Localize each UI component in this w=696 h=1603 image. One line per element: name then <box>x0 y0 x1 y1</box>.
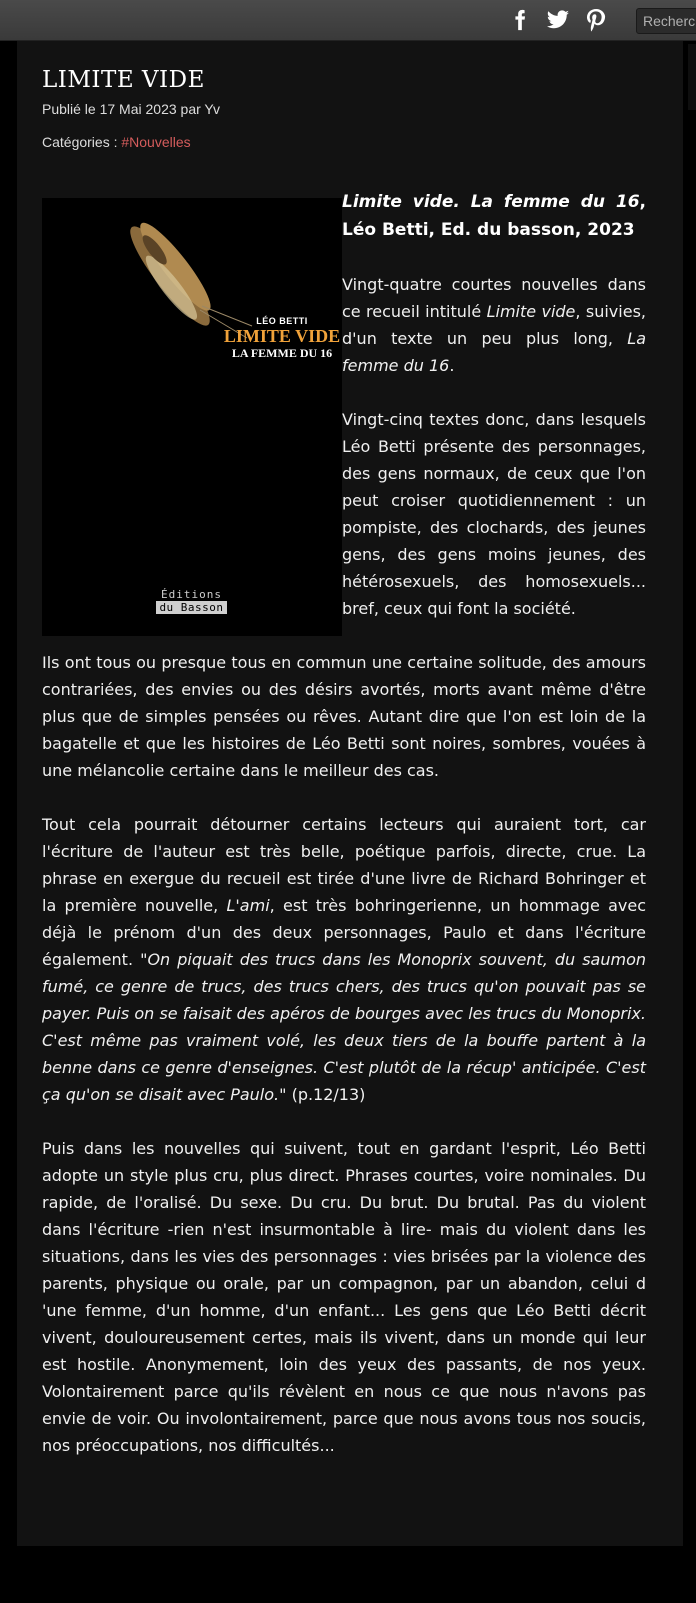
category-link[interactable]: #Nouvelles <box>121 134 191 150</box>
moth-illustration <box>42 198 342 636</box>
pinterest-icon[interactable] <box>583 8 609 32</box>
p4-story-title: L'ami <box>226 896 270 915</box>
post-title: LIMITE VIDE <box>42 67 205 93</box>
p1-text-a: Vingt-quatre courtes nouvelles dans ce recueil intitulé <box>342 275 646 321</box>
post-categories <box>42 134 191 150</box>
p4-text-a: Tout cela pourrait détourner certains lecteurs qui auraient tort, car l'écriture de l'auteur est très belle, poétique parfois, directe, crue. La phrase en exergue du recueil est tirée d'une livre de Richard Bohringer et la première nouvelle, <box>42 815 646 915</box>
cover-author: LÉO BETTI <box>256 316 308 326</box>
categories-label: Catégories : <box>42 134 122 150</box>
paragraph-3: Ils ont tous ou presque tous en commun une certaine solitude, des amours contrariées, des envies ou des désirs avortés, morts avant même d'être plus que de simples pensées ou rêves. Autant dire que l'on est loin de la bagatelle et que les histoires de Léo Betti sont noires, sombres, vouées à une mélancolie certaine dans le meilleur des cas. <box>42 653 646 780</box>
paragraph-5: Puis dans les nouvelles qui suivent, tout en gardant l'esprit, Léo Betti adopte un style plus cru, plus direct. Phrases courtes, voire nominales. Du rapide, de l'oralisé. Du sexe. Du cru. Du brut. Du brutal. Pas du violent dans l'écriture -rien n'est insurmontable à lire- mais du violent dans les situations, dans les vies des personnages : vies brisées par la violence des parents, physique ou orale, par un compagnon, par un abandon, celui d 'une femme, d'un homme, d'un enfant... Les gens que Léo Betti décrit vivent, douloureusement certes, mais ils vivent, dans un monde qui leur est hostile. Anonymement, loin des yeux des passants, de nos yeux. Volontairement parce qu'ils révèlent en nous ce que nous n'avons pas envie de voir. Ou involontairement, parce que nous avons tous nos soucis, nos préoccupations, nos difficultés... <box>42 1139 646 1455</box>
publisher-logo-line2: du Basson <box>156 601 227 614</box>
p4-text-c: , est très bohringerienne, un hommage avec déjà le prénom d'un des deux personnages, Paulo et dans l'écriture également. <box>42 896 646 969</box>
p1-text-e: . <box>449 356 455 375</box>
biblio-rest: , Léo Betti, Ed. du basson, 2023 <box>342 192 646 240</box>
paragraph-2: Vingt-cinq textes donc, dans lesquels Léo Betti présente des personnages, des gens normaux, de ceux que l'on peut croiser quotidiennement : un pompiste, des clochards, des jeunes gens, des gens moins jeunes, des hétérosexuels, des homosexuels... bref, ceux qui font la société. <box>342 410 646 618</box>
p4-page-ref: (p.12/13) <box>286 1085 366 1104</box>
p1-story-title: La femme du 16 <box>342 329 646 375</box>
publisher-logo-line1: Éditions <box>161 588 222 601</box>
p4-quote: "On piquait des trucs dans les Monoprix souvent, du saumon fumé, ce genre de trucs, des trucs chers, des trucs qu'on pouvait pas se payer. Puis on se faisait des apéros de bourges avec les trucs du Monoprix. C'est même pas vraiment volé, les deux tiers de la bouffe partent à la benne dans ce genre d'enseignes. C'est plutôt de la récup' anticipée. C'est ça qu'on se disait avec Paulo." <box>42 950 647 1104</box>
top-bar <box>0 0 696 41</box>
scrollbar[interactable] <box>688 44 696 110</box>
biblio-title: Limite vide. La femme du 16 <box>342 192 640 212</box>
paragraph-4 <box>42 811 646 1108</box>
post-published: Publié le 17 Mai 2023 par Yv <box>42 101 220 117</box>
twitter-icon[interactable] <box>543 8 573 32</box>
p1-book-title: Limite vide <box>486 302 576 321</box>
book-cover-image <box>42 198 342 636</box>
article <box>17 41 683 1546</box>
facebook-icon[interactable] <box>509 8 531 32</box>
cover-title: LIMITE VIDE <box>223 326 341 346</box>
footer-space <box>0 1546 696 1603</box>
p1-text-c: , suivies, d'un texte un peu plus long, <box>342 302 646 348</box>
search-input[interactable] <box>636 8 696 34</box>
cover-subtitle: LA FEMME DU 16 <box>231 346 333 360</box>
